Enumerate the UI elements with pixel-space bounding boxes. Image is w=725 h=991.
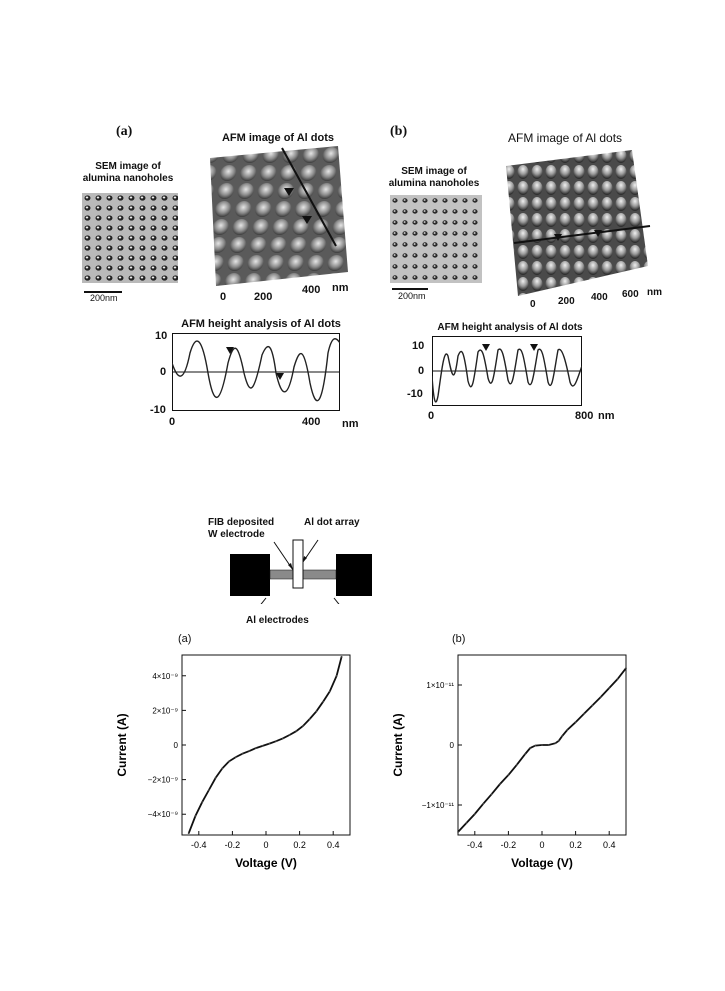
iv-data-point: [499, 783, 501, 785]
electrodes-label: Al electrodes: [246, 615, 309, 626]
iv-data-point: [295, 730, 297, 732]
iv-x-tick-label: 0.2: [293, 840, 306, 850]
iv-y-tick-label: 0: [449, 741, 454, 750]
panel-a-label: (a): [116, 124, 133, 139]
fib-label-line1: FIB deposited: [208, 517, 275, 528]
height-a-unit: nm: [342, 418, 359, 430]
sem-caption-b-line2: alumina nanoholes: [388, 178, 480, 189]
afm-image-b: [502, 148, 652, 296]
height-a-xtick-1: 400: [302, 416, 321, 428]
afm-a-tick-2: 400: [302, 284, 321, 296]
iv-data-point: [201, 801, 203, 803]
iv-data-point: [491, 793, 493, 795]
sem-scalebar-b: [392, 288, 428, 290]
iv-data-point: [341, 656, 343, 658]
height-a-ytick-0: 10: [155, 330, 168, 342]
iv-x-tick-label: 0.4: [326, 840, 340, 850]
iv-data-point: [508, 774, 510, 776]
iv-x-tick-label: 0: [263, 840, 269, 850]
iv-data-point: [529, 747, 531, 749]
afm-a-tick-1: 200: [254, 291, 273, 303]
iv-x-tick-label: 0.2: [569, 840, 582, 850]
sem-image-b: [390, 195, 482, 283]
iv-data-point: [457, 831, 459, 833]
sem-caption-a-line2: alumina nanoholes: [82, 173, 174, 184]
iv-data-point: [262, 745, 264, 747]
iv-y-tick-label: −1×10⁻¹¹: [421, 801, 454, 810]
sem-caption-a-line1: SEM image of: [95, 161, 161, 172]
iv-data-point: [561, 735, 563, 737]
iv-data-point: [474, 813, 476, 815]
sem-scale-text-a: 200nm: [90, 293, 118, 303]
iv-data-point: [625, 667, 627, 669]
afm-image-a: [202, 146, 352, 286]
iv-x-tick-label: 0.4: [602, 840, 616, 850]
dot-array-label: Al dot array: [304, 517, 360, 528]
iv-data-point: [583, 713, 585, 715]
iv-data-point: [195, 815, 197, 817]
height-a-xtick-0: 0: [169, 416, 176, 428]
iv-data-point: [592, 705, 594, 707]
height-b-xtick-1: 800: [575, 410, 594, 422]
iv-y-tick-label: −4×10⁻⁹: [147, 810, 178, 820]
iv-chart-b: [386, 645, 636, 870]
iv-data-point: [617, 678, 619, 680]
iv-x-axis-label: Voltage (V): [235, 856, 297, 870]
iv-data-point: [309, 718, 311, 720]
afm-title-b: AFM image of Al dots: [508, 131, 623, 145]
iv-x-tick-label: 0: [539, 840, 545, 850]
iv-data-point: [555, 742, 557, 744]
iv-data-point: [268, 743, 270, 745]
iv-x-tick-label: -0.4: [191, 840, 207, 850]
iv-x-axis-label: Voltage (V): [511, 856, 573, 870]
iv-data-point: [548, 744, 550, 746]
iv-data-point: [558, 740, 560, 742]
iv-y-tick-label: 4×10⁻⁹: [152, 671, 178, 681]
iv-y-tick-label: 0: [173, 741, 178, 750]
height-b-ytick-1: 0: [418, 365, 425, 377]
iv-x-tick-label: -0.2: [500, 840, 517, 850]
iv-data-point: [221, 767, 223, 769]
height-b-ytick-0: 10: [412, 340, 425, 352]
sem-caption-b: [370, 166, 498, 190]
iv-data-point: [208, 789, 210, 791]
iv-data-point: [466, 822, 468, 824]
iv-y-axis-label: Current (A): [391, 713, 405, 777]
iv-data-point: [302, 725, 304, 727]
iv-data-point: [600, 696, 602, 698]
fib-label-line2: W electrode: [208, 529, 265, 540]
afm-a-unit: nm: [332, 282, 349, 294]
iv-data-point: [248, 750, 250, 752]
iv-data-point: [242, 753, 244, 755]
iv-y-axis-label: Current (A): [115, 713, 129, 777]
height-b-ytick-2: -10: [407, 388, 423, 400]
sem-image-a: [82, 193, 178, 283]
height-a-ytick-2: -10: [150, 404, 166, 416]
iv-x-tick-label: -0.2: [224, 840, 241, 850]
iv-chart-a: [110, 645, 360, 870]
iv-y-tick-label: −2×10⁻⁹: [147, 775, 178, 785]
iv-data-point: [575, 721, 577, 723]
height-profile-a: [172, 333, 340, 411]
iv-panel-a-label: (a): [178, 633, 192, 645]
iv-data-point: [289, 734, 291, 736]
afm-title-a: AFM image of Al dots: [221, 132, 335, 144]
height-b-unit: nm: [598, 410, 615, 422]
height-b-xtick-0: 0: [428, 410, 435, 422]
iv-data-point: [188, 832, 190, 834]
sem-caption-a: [68, 161, 188, 185]
iv-data-point: [228, 761, 230, 763]
iv-y-tick-label: 2×10⁻⁹: [152, 706, 178, 716]
iv-data-point: [524, 753, 526, 755]
height-title-a: AFM height analysis of Al dots: [181, 318, 341, 330]
sem-caption-b-line1: SEM image of: [401, 166, 467, 177]
iv-data-point: [322, 701, 324, 703]
iv-data-point: [608, 687, 610, 689]
iv-data-point: [329, 690, 331, 692]
panel-b-label: (b): [390, 124, 408, 139]
iv-data-point: [336, 675, 338, 677]
iv-data-point: [534, 745, 536, 747]
iv-data-point: [316, 710, 318, 712]
afm-a-tick-0: 0: [220, 291, 227, 303]
sem-scale-text-b: 200nm: [398, 291, 426, 301]
height-title-b: AFM height analysis of Al dots: [437, 322, 583, 333]
height-profile-b: [432, 336, 582, 406]
iv-data-point: [566, 729, 568, 731]
afm-b-tick-2: 400: [591, 292, 608, 303]
iv-data-point: [516, 764, 518, 766]
afm-b-tick-0: 0: [530, 299, 536, 310]
iv-x-tick-label: -0.4: [467, 840, 483, 850]
iv-panel-b-label: (b): [452, 633, 466, 645]
device-schematic: [222, 534, 372, 604]
iv-data-point: [541, 744, 543, 746]
iv-data-point: [275, 740, 277, 742]
iv-data-point: [235, 756, 237, 758]
iv-data-point: [482, 803, 484, 805]
height-a-ytick-1: 0: [160, 366, 167, 378]
afm-b-tick-1: 200: [558, 296, 575, 307]
afm-b-unit: nm: [647, 287, 662, 298]
iv-data-point: [255, 747, 257, 749]
iv-data-point: [282, 738, 284, 740]
iv-data-point: [215, 777, 217, 779]
afm-b-tick-3: 600: [622, 289, 639, 300]
iv-y-tick-label: 1×10⁻¹¹: [426, 681, 454, 690]
